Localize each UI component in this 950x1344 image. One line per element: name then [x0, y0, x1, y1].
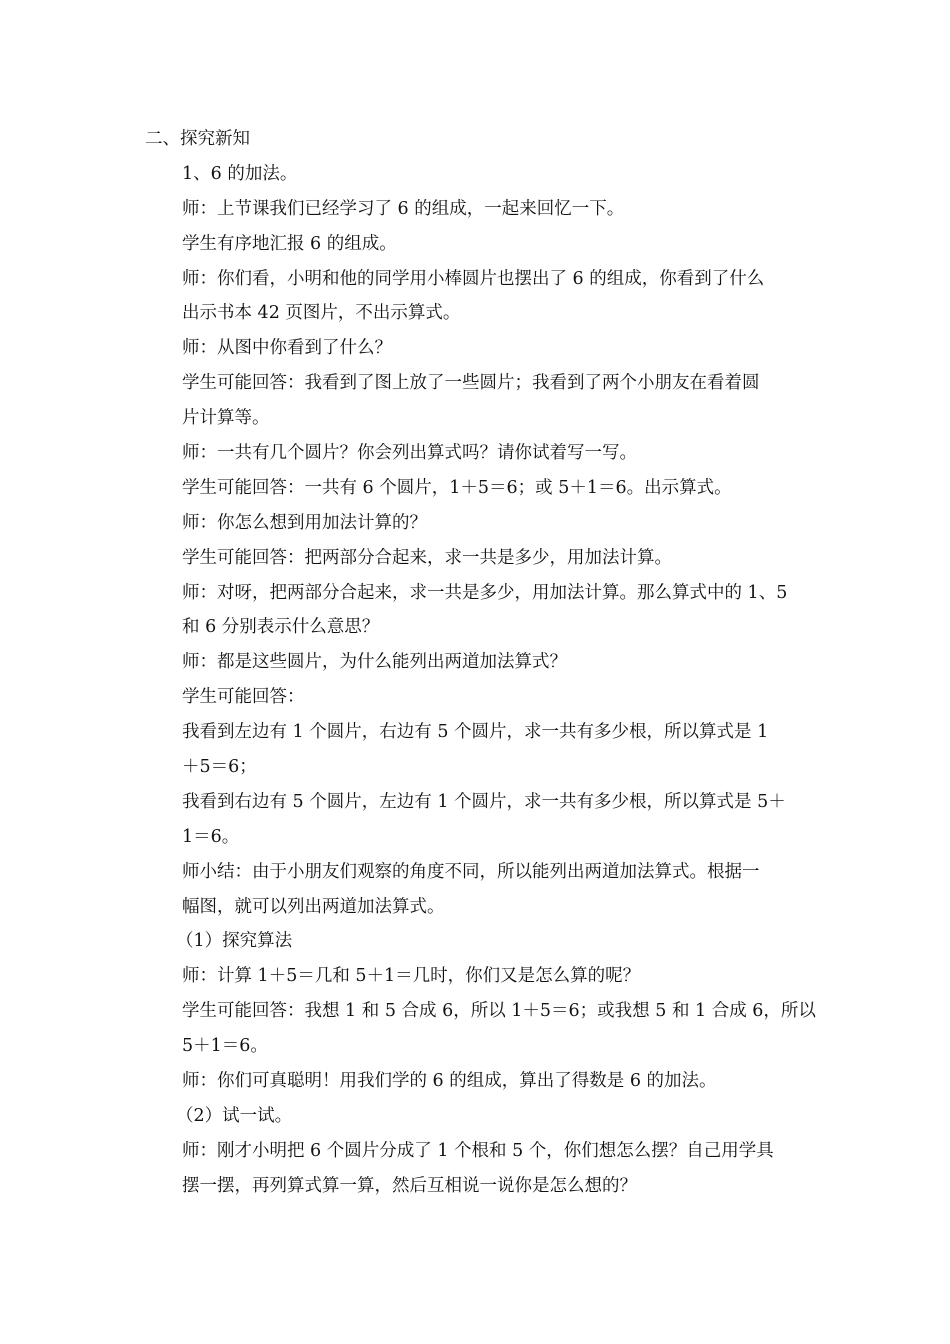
paragraph-line: 学生可能回答：我看到了图上放了一些圆片；我看到了两个小朋友在看着圆	[182, 373, 760, 394]
subsection-heading: （2）试一试。	[176, 1105, 293, 1126]
paragraph-line: 出示书本 42 页图片，不出示算式。	[182, 303, 461, 324]
paragraph-line: 师：刚才小明把 6 个圆片分成了 1 个根和 5 个，你们想怎么摆？自己用学具	[182, 1140, 774, 1161]
paragraph-line: 1、6 的加法。	[182, 163, 298, 184]
paragraph-line: 片计算等。	[182, 408, 270, 429]
section-heading: 二、探究新知	[145, 129, 250, 149]
paragraph-line: 师：都是这些圆片，为什么能列出两道加法算式？	[182, 652, 567, 673]
paragraph-line: 师小结：由于小朋友们观察的角度不同，所以能列出两道加法算式。根据一	[182, 861, 760, 882]
paragraph-line: ＋5＝6；	[182, 757, 257, 778]
paragraph-line: 师：计算 1＋5＝几和 5＋1＝几时，你们又是怎么算的呢？	[182, 966, 641, 987]
paragraph-line: 学生可能回答：	[182, 687, 305, 708]
paragraph-line: 学生可能回答：把两部分合起来，求一共是多少，用加法计算。	[182, 547, 672, 568]
paragraph-line: 和 6 分别表示什么意思？	[182, 617, 380, 638]
paragraph-line: 摆一摆，再列算式算一算，然后互相说一说你是怎么想的？	[182, 1175, 637, 1196]
paragraph-line: 5＋1＝6。	[182, 1036, 268, 1057]
paragraph-line: 师：你们可真聪明！用我们学的 6 的组成，算出了得数是 6 的加法。	[182, 1071, 717, 1092]
paragraph-line: 学生有序地汇报 6 的组成。	[182, 233, 397, 254]
paragraph-line: 师：从图中你看到了什么？	[182, 338, 392, 359]
paragraph-line: 学生可能回答：一共有 6 个圆片，1＋5＝6；或 5＋1＝6。出示算式。	[182, 477, 732, 498]
paragraph-line: 1＝6。	[182, 826, 240, 847]
subsection-heading: （1）探究算法	[176, 931, 293, 952]
paragraph-line: 师：你怎么想到用加法计算的？	[182, 512, 427, 533]
paragraph-line: 师：你们看，小明和他的同学用小棒圆片也摆出了 6 的组成，你看到了什么	[182, 268, 765, 289]
paragraph-line: 学生可能回答：我想 1 和 5 合成 6，所以 1＋5＝6；或我想 5 和 1 合成 6，所以	[182, 1001, 816, 1022]
paragraph-line: 师：一共有几个圆片？你会列出算式吗？请你试着写一写。	[182, 443, 637, 464]
document-body	[0, 122, 950, 1204]
paragraph-line: 师：上节课我们已经学习了 6 的组成，一起来回忆一下。	[182, 198, 625, 219]
paragraph-line: 我看到左边有 1 个圆片，右边有 5 个圆片，求一共有多少根，所以算式是 1	[182, 722, 769, 743]
paragraph-line: 我看到右边有 5 个圆片，左边有 1 个圆片，求一共有多少根，所以算式是 5＋	[182, 791, 786, 812]
paragraph-line: 师：对呀，把两部分合起来，求一共是多少，用加法计算。那么算式中的 1、5	[182, 582, 788, 603]
paragraph-line: 幅图，就可以列出两道加法算式。	[182, 896, 445, 917]
